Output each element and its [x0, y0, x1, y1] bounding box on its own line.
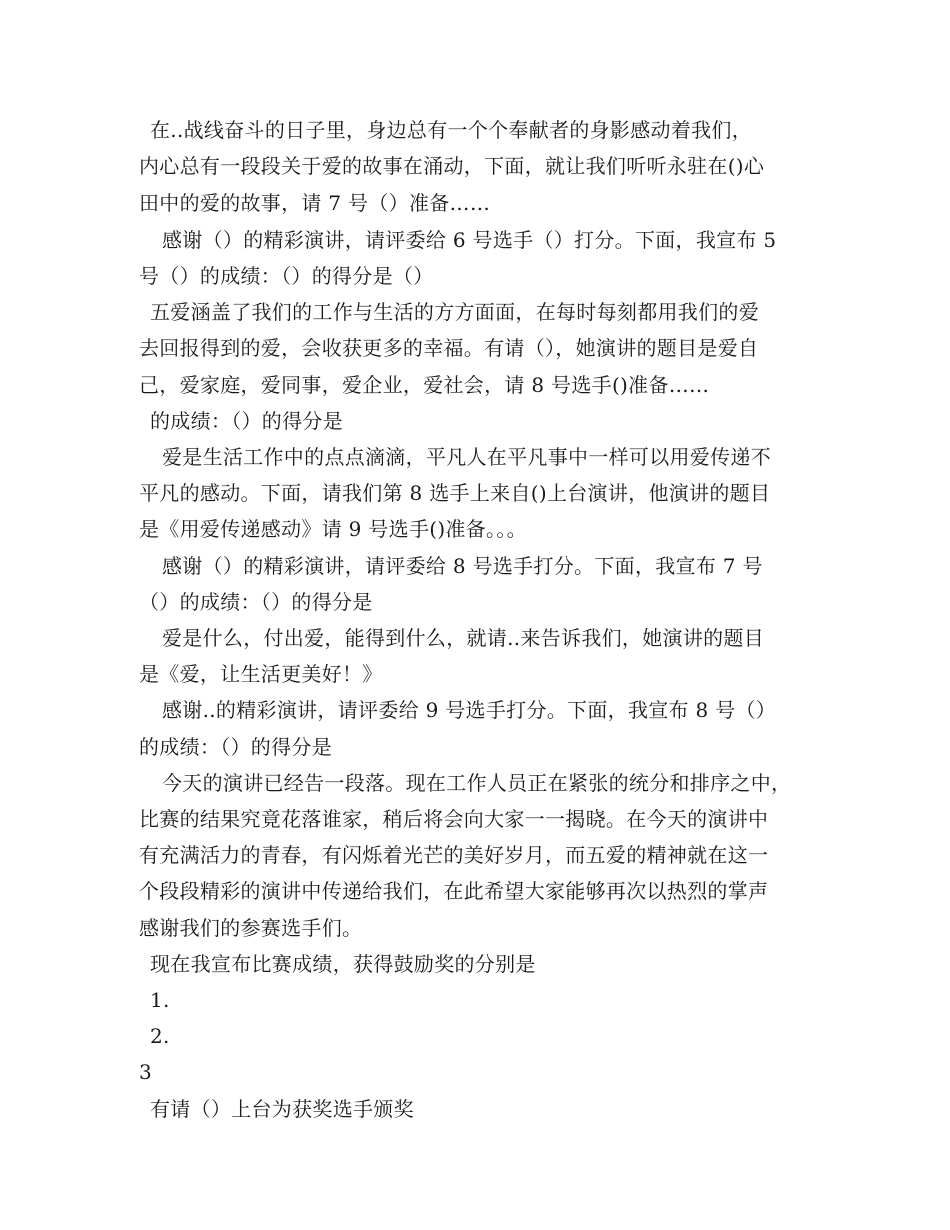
text-line-20: 比赛的结果究竟花落谁家，稍后将会向大家一一揭晓。在今天的演讲中: [139, 807, 769, 831]
text-line-13: 感谢（）的精彩演讲，请评委给 8 号选手打分。下面，我宣布 7 号: [162, 554, 763, 578]
text-line-last: 有请（）上台为获奖选手颁奖: [150, 1097, 414, 1121]
text-line-3: 田中的爱的故事，请 7 号（）准备……: [139, 191, 491, 215]
text-line-7: 去回报得到的爱，会收获更多的幸福。有请（），她演讲的题目是爱自: [139, 336, 759, 360]
text-line-5: 号（）的成绩：（）的得分是（）: [139, 264, 434, 288]
text-line-9: 的成绩：（）的得分是: [150, 409, 343, 433]
list-item-1: 1.: [150, 988, 170, 1012]
text-line-18: 的成绩：（）的得分是: [139, 735, 332, 759]
text-line-17: 感谢..的精彩演讲，请评委给 9 号选手打分。下面，我宣布 8 号（）: [162, 698, 777, 722]
text-line-24: 现在我宣布比赛成绩，获得鼓励奖的分别是: [150, 952, 536, 976]
text-line-23: 感谢我们的参赛选手们。: [139, 916, 363, 940]
text-line-11: 平凡的感动。下面，请我们第 8 选手上来自()上台演讲，他演讲的题目: [139, 481, 771, 505]
text-line-4: 感谢（）的精彩演讲，请评委给 6 号选手（）打分。下面，我宣布 5: [162, 228, 777, 252]
text-line-6: 五爱涵盖了我们的工作与生活的方方面面，在每时每刻都用我们的爱: [150, 300, 759, 324]
text-line-19: 今天的演讲已经告一段落。现在工作人员正在紧张的统分和排序之中，: [162, 771, 792, 795]
text-line-12: 是《用爱传递感动》请 9 号选手()准备。。。: [139, 517, 527, 541]
text-line-16: 是《爱，让生活更美好！》: [139, 662, 383, 686]
text-line-15: 爱是什么，付出爱，能得到什么，就请..来告诉我们，她演讲的题目: [162, 626, 765, 650]
text-line-1: 在..战线奋斗的日子里，身边总有一个个奉献者的身影感动着我们，: [150, 118, 753, 142]
list-item-3: 3: [139, 1060, 153, 1084]
text-line-8: 己，爱家庭，爱同事，爱企业，爱社会，请 8 号选手()准备……: [139, 373, 710, 397]
text-line-2: 内心总有一段段关于爱的故事在涌动，下面，就让我们听听永驻在()心: [139, 154, 765, 178]
text-line-10: 爱是生活工作中的点点滴滴，平凡人在平凡事中一样可以用爱传递不: [162, 445, 771, 469]
text-line-21: 有充满活力的青春，有闪烁着光芒的美好岁月，而五爱的精神就在这一: [139, 843, 769, 867]
text-line-22: 个段段精彩的演讲中传递给我们，在此希望大家能够再次以热烈的掌声: [139, 879, 769, 903]
text-line-14: （）的成绩：（）的得分是: [139, 590, 373, 614]
list-item-2: 2.: [150, 1024, 170, 1048]
